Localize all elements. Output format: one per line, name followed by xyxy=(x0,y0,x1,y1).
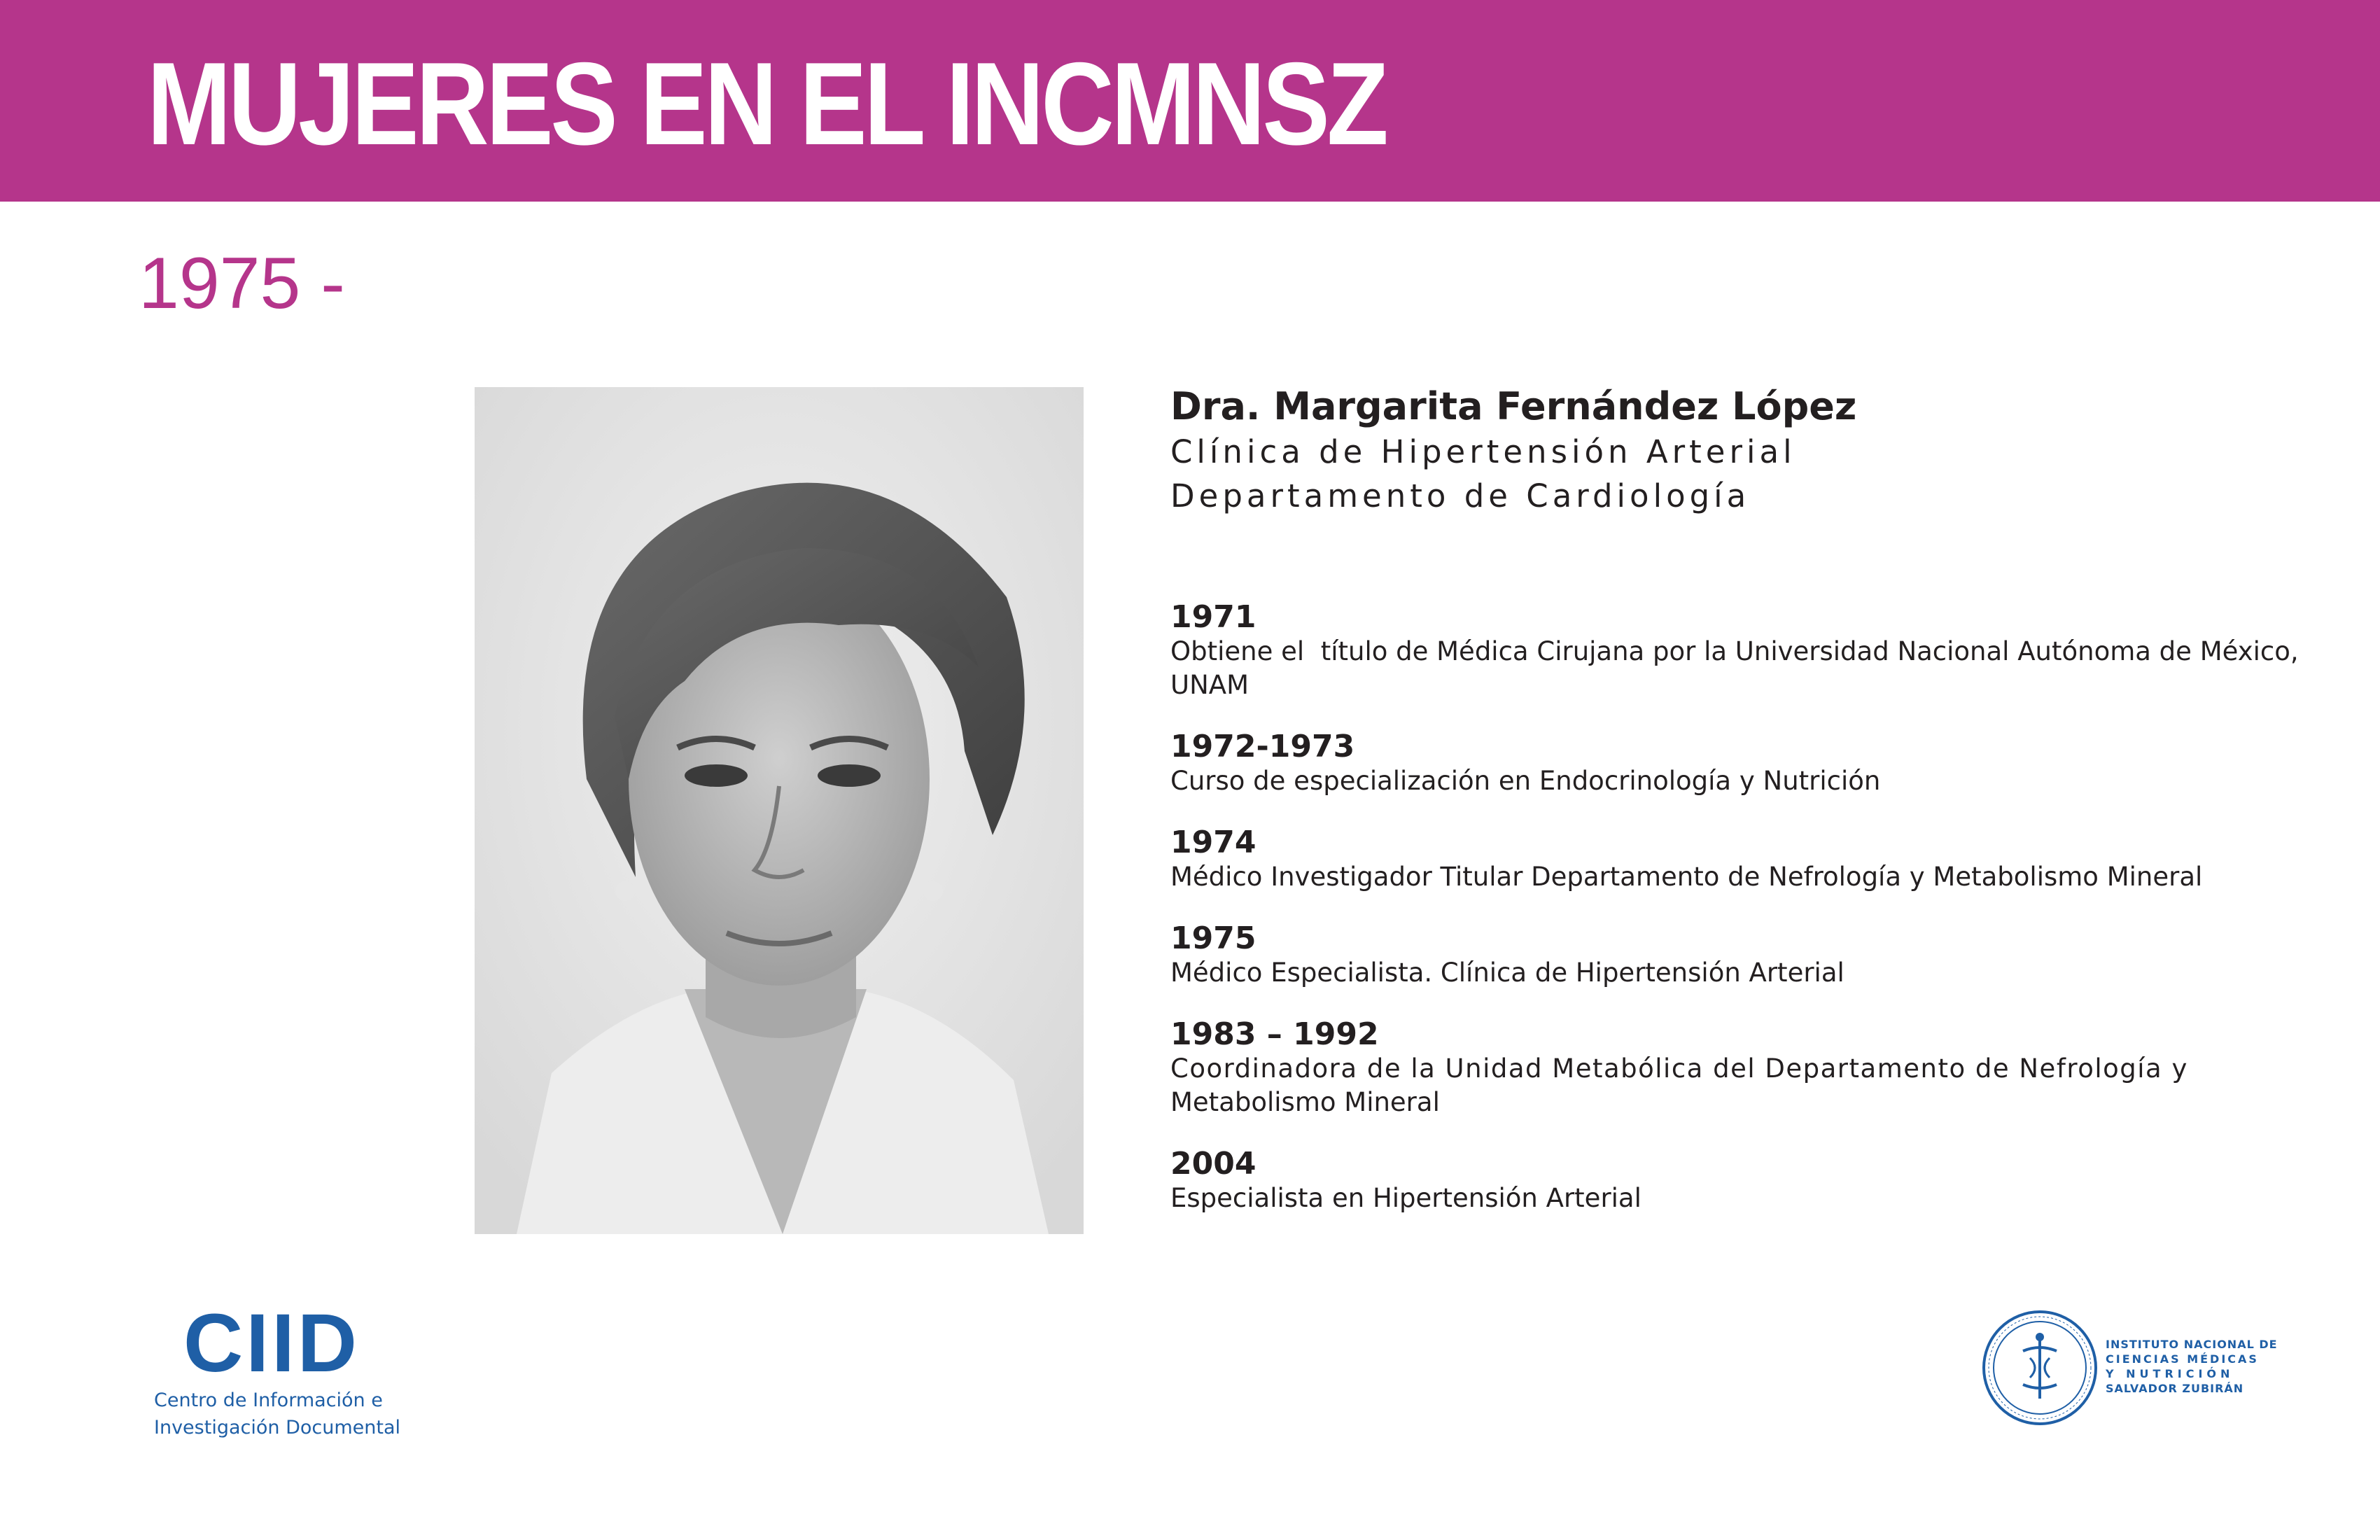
timeline-description-continued: UNAM xyxy=(1170,670,1249,700)
timeline-entry xyxy=(1170,600,2318,702)
page-title: MUJERES EN EL INCMNSZ xyxy=(147,38,1386,169)
timeline-entry xyxy=(1170,1147,2318,1215)
affiliation-clinic: Clínica de Hipertensión Arterial xyxy=(1170,433,1796,470)
timeline-description: Coordinadora de la Unidad Metabólica del Departamento de Nefrología y xyxy=(1170,1054,2188,1084)
portrait-photo xyxy=(475,387,1084,1234)
timeline-year: 1974 xyxy=(1170,825,1256,860)
timeline-description: Obtiene el título de Médica Cirujana por la Universidad Nacional Autónoma de México, xyxy=(1170,636,2299,666)
timeline-year: 1972-1973 xyxy=(1170,729,1355,764)
institute-name-line3: Y NUTRICIÓN xyxy=(2106,1367,2234,1380)
person-name: Dra. Margarita Fernández López xyxy=(1170,384,1857,428)
ciid-logo: CIID xyxy=(183,1297,360,1390)
timeline-entry xyxy=(1170,825,2318,894)
timeline-year: 2004 xyxy=(1170,1146,1256,1182)
era-label: 1975 - xyxy=(139,243,345,324)
header-banner xyxy=(0,0,2380,202)
institute-name xyxy=(2106,1337,2288,1396)
timeline-year: 1983 – 1992 xyxy=(1170,1016,1379,1052)
institute-seal-icon xyxy=(1981,1309,2099,1427)
timeline-entry xyxy=(1170,921,2318,990)
institute-name-line2: CIENCIAS MÉDICAS xyxy=(2106,1352,2259,1366)
timeline-description: Especialista en Hipertensión Arterial xyxy=(1170,1183,1642,1213)
timeline-year: 1975 xyxy=(1170,920,1256,956)
timeline-description: Médico Especialista. Clínica de Hipertensión Arterial xyxy=(1170,958,1844,988)
career-timeline xyxy=(1170,600,2318,1242)
ciid-subtitle-line2: Investigación Documental xyxy=(154,1417,400,1438)
timeline-description: Médico Investigador Titular Departamento de Nefrología y Metabolismo Mineral xyxy=(1170,862,2203,892)
bio-header xyxy=(1170,384,2318,518)
ciid-logo-block xyxy=(154,1297,434,1439)
timeline-year: 1971 xyxy=(1170,599,1256,635)
timeline-entry xyxy=(1170,729,2318,798)
timeline-entry xyxy=(1170,1017,2318,1119)
timeline-description: Curso de especialización en Endocrinología y Nutrición xyxy=(1170,766,1881,796)
ciid-subtitle-line1: Centro de Información e xyxy=(154,1390,383,1411)
affiliation-department: Departamento de Cardiología xyxy=(1170,477,1751,514)
institute-name-line1: INSTITUTO NACIONAL DE xyxy=(2106,1338,2278,1351)
institute-name-line4: SALVADOR ZUBIRÁN xyxy=(2106,1382,2244,1395)
timeline-description-continued: Metabolismo Mineral xyxy=(1170,1087,1440,1117)
